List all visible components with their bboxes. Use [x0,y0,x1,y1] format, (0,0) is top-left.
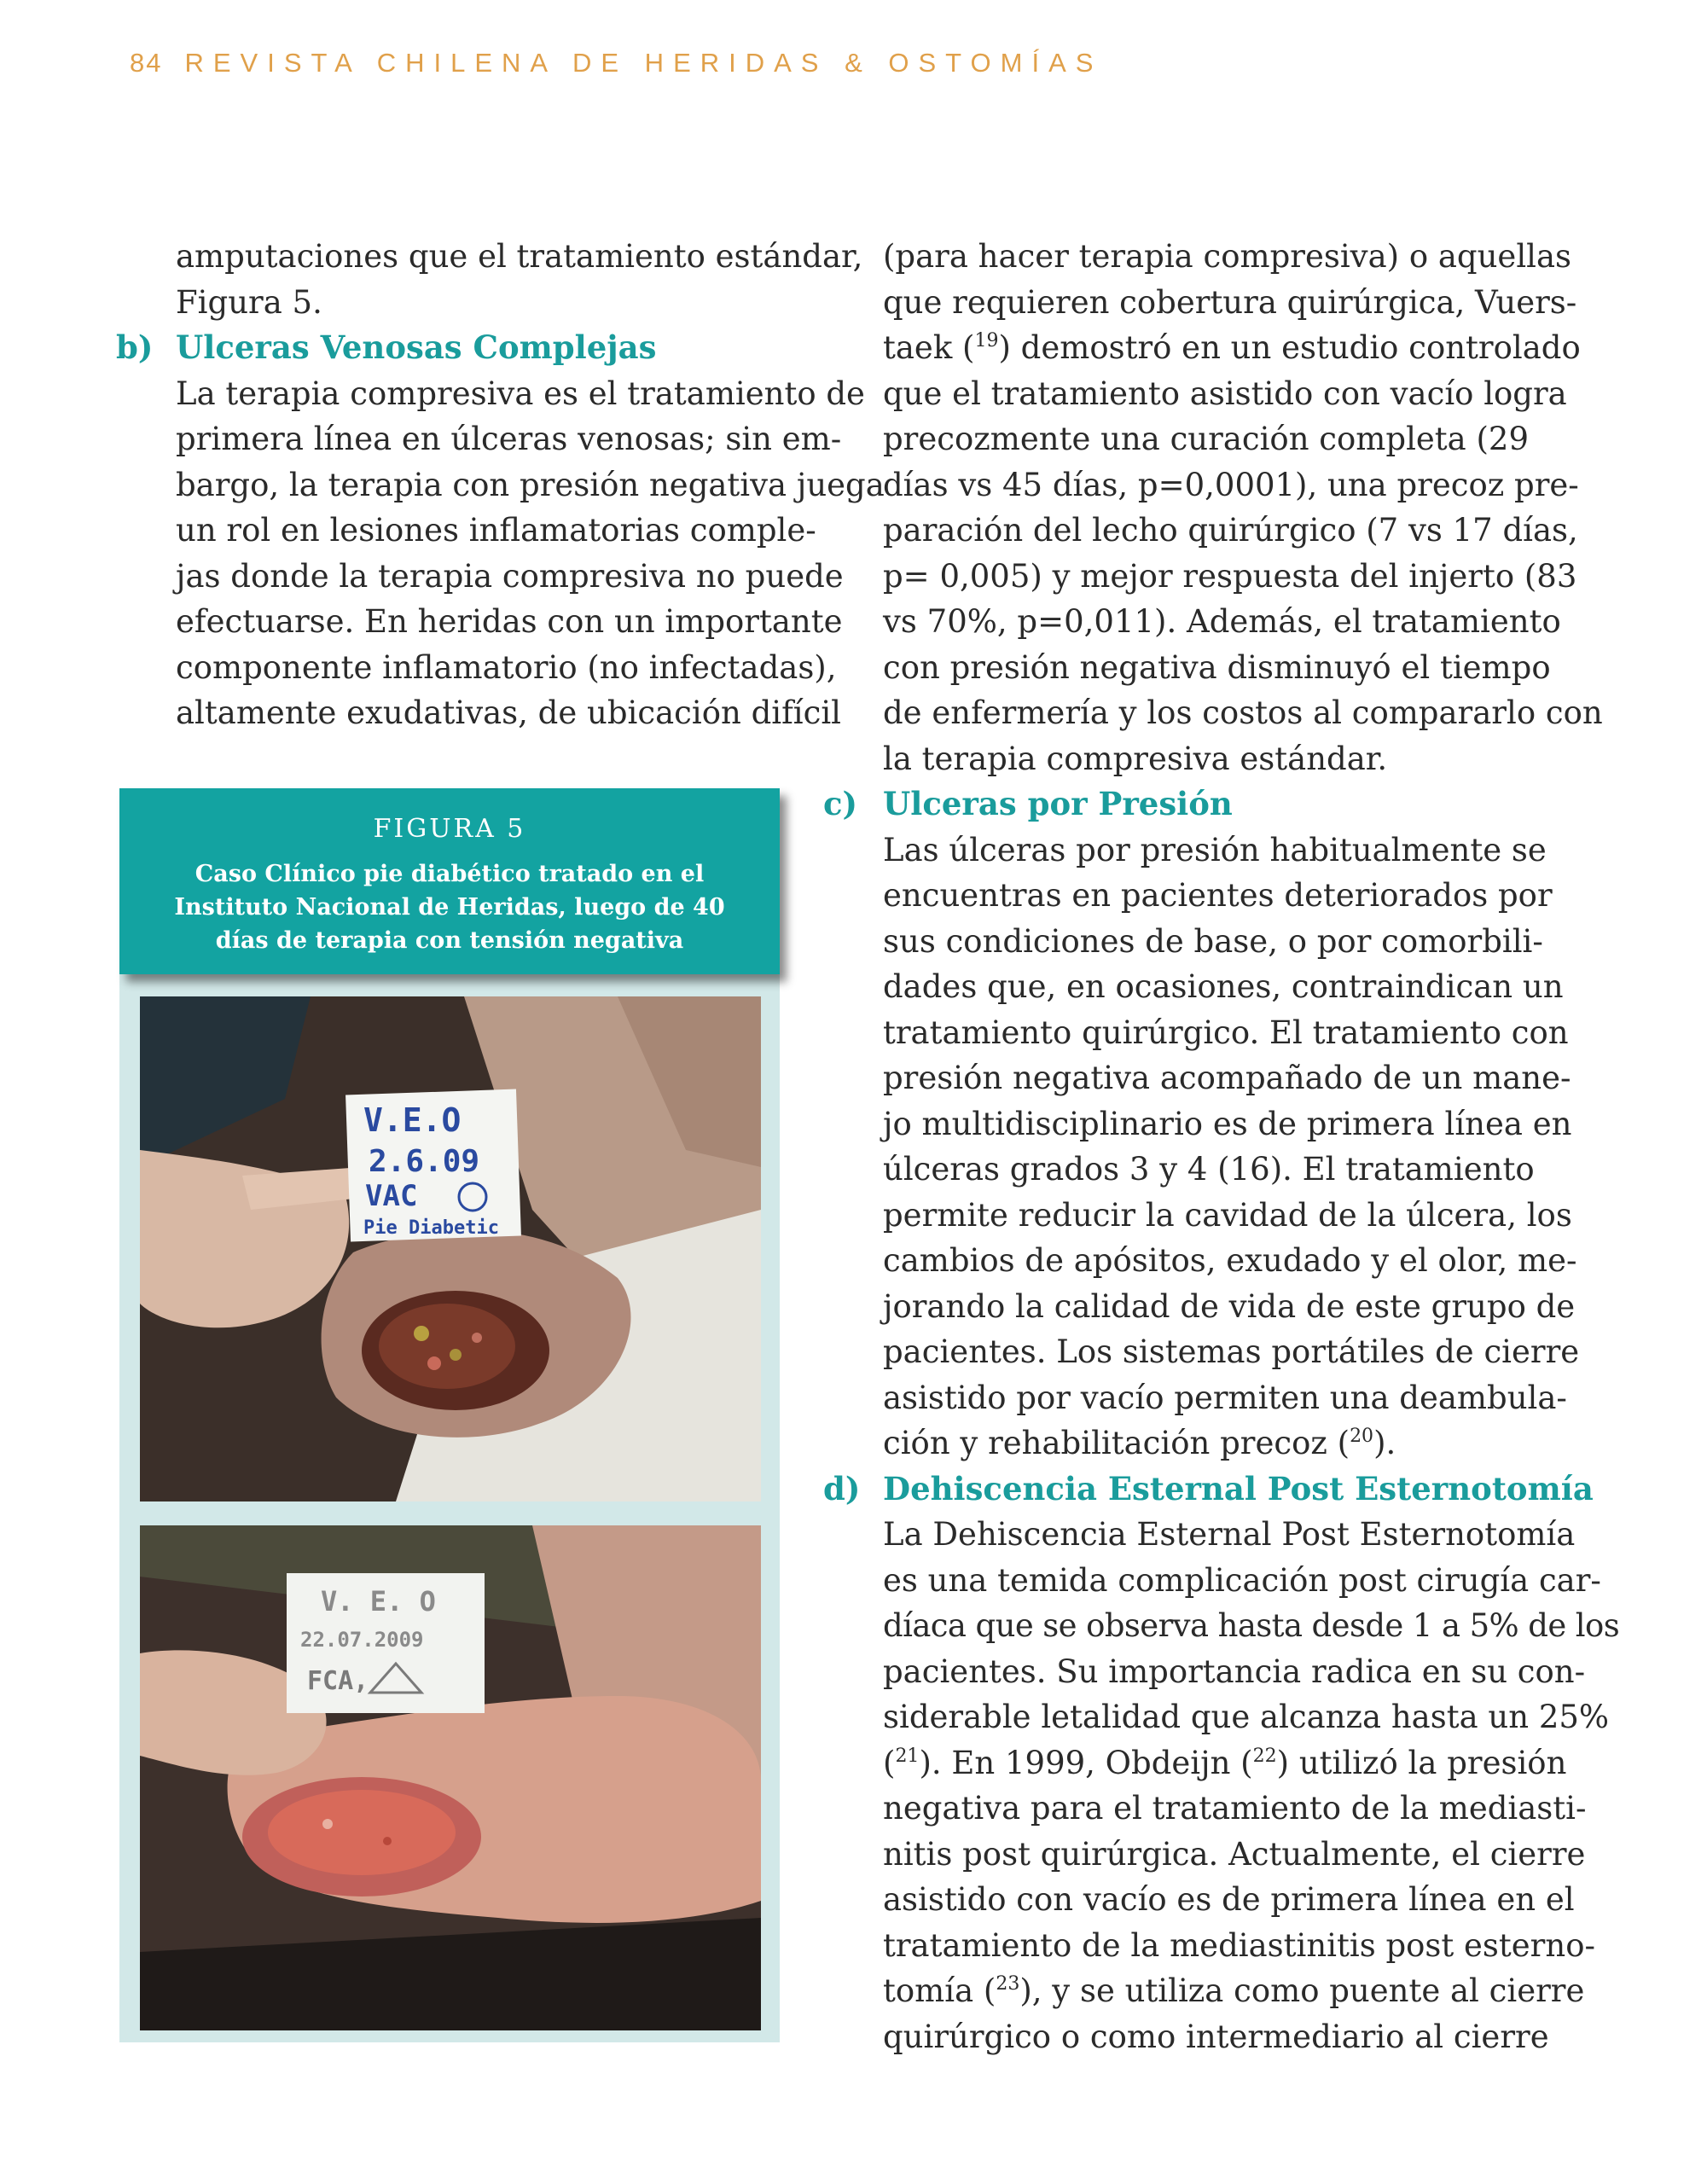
svg-text:VAC: VAC [365,1179,418,1213]
text-line: jorando la calidad de vida de este grupo de [883,1287,1576,1325]
text-line: un rol en lesiones inflamatorias comple- [176,512,816,549]
text-line [883,1968,1585,2014]
text-line: tratamiento de la mediastinitis post esterno- [883,1926,1595,1964]
text-line: negativa para el tratamiento de la mediasti- [883,1790,1587,1827]
text-line: pacientes. Su importancia radica en su con- [883,1653,1586,1690]
figure-caption: Caso Clínico pie diabético tratado en el Instituto Nacional de Heridas, luego de 40 días de terapia con tensión negativa [174,861,725,954]
text-line [883,1420,1493,1467]
svg-text:V.E.O: V.E.O [363,1101,462,1139]
text-segment: ) demostró en un estudio controlado [998,329,1581,366]
text-segment: ). En 1999, Obdeijn ( [919,1744,1253,1781]
text-line: tratamiento quirúrgico. El tratamiento con [883,1014,1569,1051]
text-line: siderable letalidad que alcanza hasta un 25% [883,1699,1610,1735]
text-line: asistido por vacío permiten una deambula- [883,1379,1567,1416]
svg-text:22.07.2009: 22.07.2009 [300,1628,424,1652]
text-line: es una temida complicación post cirugía car- [883,1561,1601,1599]
text-line: úlceras grados 3 y 4 (16). El tratamiento [883,1151,1535,1188]
text-line: pacientes. Los sistemas portátiles de cierre [883,1333,1580,1370]
text-line: componente inflamatorio (no infectadas), [176,648,837,686]
text-line: amputaciones que el tratamiento estándar, [176,238,863,275]
section-b-marker: b) [116,328,154,366]
text-line: díaca que se observa hasta desde 1 a 5% de los [883,1607,1620,1644]
text-segment: tomía ( [883,1972,996,2009]
text-line: encuentras en pacientes deteriorados por [883,877,1553,914]
section-c-marker: c) [823,785,858,822]
figure-header [119,788,780,974]
text-line: p= 0,005) y mejor respuesta del injerto (83 [883,557,1577,595]
text-line: que el tratamiento asistido con vacío logra [883,375,1567,412]
text-line: jo multidisciplinario es de primera línea en [883,1105,1572,1142]
text-line: días vs 45 días, p=0,0001), una precoz pre- [883,466,1579,503]
svg-text:V. E. O: V. E. O [321,1585,436,1618]
text-line: que requieren cobertura quirúrgica, Vuers- [883,283,1577,321]
text-line: nitis post quirúrgica. Actualmente, el cierre [883,1835,1586,1873]
text-line: quirúrgico o como intermediario al cierre [883,2018,1549,2055]
text-segment: ), y se utiliza como puente al cierre [1019,1972,1585,2009]
text-line: primera línea en úlceras venosas; sin em- [176,421,842,457]
text-segment: ción y rehabilitación precoz ( [883,1425,1350,1461]
section-d-heading [823,1467,1594,1513]
citation-sup: 21 [895,1745,920,1767]
text-line: jas donde la terapia compresiva no puede [176,557,844,595]
svg-text:2.6.09: 2.6.09 [369,1144,480,1179]
section-c-title: Ulceras por Presión [883,785,1233,822]
text-line: altamente exudativas, de ubicación difícil [176,694,841,731]
text-line: vs 70%, p=0,011). Además, el tratamiento [883,603,1561,640]
journal-title: REVISTA CHILENA DE HERIDAS & OSTOMÍAS [184,48,1103,78]
svg-text:Pie Diabetic: Pie Diabetic [363,1217,499,1239]
section-b-heading [116,325,779,371]
text-line: paración del lecho quirúrgico (7 vs 17 días, [883,512,1578,549]
figure-5 [119,788,780,2042]
text-line: permite reducir la cavidad de la úlcera, los [883,1196,1572,1234]
text-line: efectuarse. En heridas con un importante [176,603,843,640]
text-line: precozmente una curación completa (29 [883,421,1530,457]
text-line: presión negativa acompañado de un mane- [883,1060,1571,1096]
text-line: La terapia compresiva es el tratamiento de [176,375,865,412]
running-head [130,48,1102,78]
section-d-marker: d) [823,1469,861,1507]
text-segment: ) utilizó la presión [1276,1744,1567,1781]
clinical-photo-before [140,996,761,1502]
text-line: la terapia compresiva estándar. [883,740,1388,777]
text-segment: ). [1373,1425,1396,1461]
text-line: cambios de apósitos, exudado y el olor, me- [883,1242,1577,1279]
text-line: dades que, en ocasiones, contraindican un [883,968,1564,1005]
text-line: sus condiciones de base, o por comorbili- [883,922,1543,960]
page-number: 84 [130,48,163,78]
text-line: bargo, la terapia con presión negativa juega [176,466,885,503]
section-b-title: Ulceras Venosas Complejas [176,328,657,366]
section-d-title: Dehiscencia Esternal Post Esternotomía [883,1469,1594,1507]
text-segment: taek ( [883,329,975,366]
text-line: de enfermería y los costos al compararlo con [883,694,1603,731]
citation-sup: 20 [1350,1426,1374,1447]
section-c-heading [823,781,1493,828]
citation-sup: 19 [974,330,999,351]
text-line: La Dehiscencia Esternal Post Esternotomía [883,1516,1576,1553]
text-line: Las úlceras por presión habitualmente se [883,831,1547,868]
citation-sup: 23 [996,1973,1020,1995]
clinical-photo-after [140,1525,761,2030]
figure-title: FIGURA 5 [373,814,526,844]
left-column [116,234,885,736]
text-line [883,1740,1567,1786]
text-line: (para hacer terapia compresiva) o aquellas [883,238,1572,275]
svg-text:FCA,: FCA, [307,1666,369,1696]
text-line [883,325,1581,371]
text-line: con presión negativa disminuyó el tiempo [883,648,1551,686]
citation-sup: 22 [1252,1745,1277,1767]
text-line: Figura 5. [176,283,322,321]
right-column [823,234,1620,2059]
text-segment: ( [883,1744,896,1781]
text-line: asistido con vacío es de primera línea en el [883,1881,1575,1918]
